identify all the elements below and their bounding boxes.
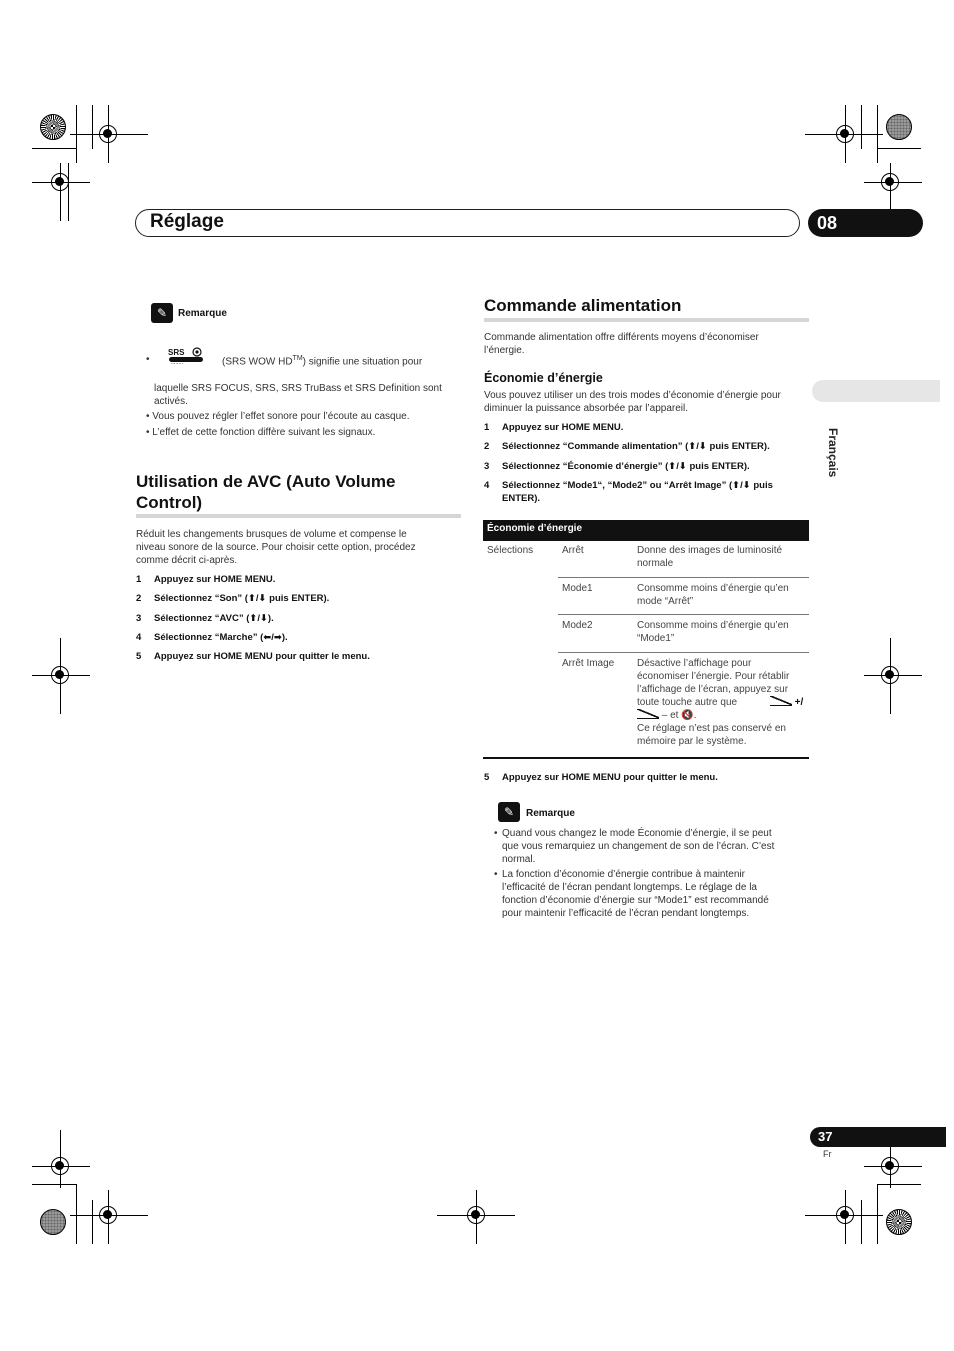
chapter-badge: 08 — [808, 209, 923, 237]
step-number: 5 — [136, 651, 142, 662]
trademark-sup: TM — [292, 355, 303, 362]
pencil-note-icon: ✎ — [151, 303, 173, 323]
eco-step-3 — [484, 460, 750, 473]
language-label: Français — [826, 428, 840, 478]
step-number: 3 — [136, 613, 142, 624]
svg-text:• • • • • • • •: • • • • • • • • — [171, 362, 183, 365]
row-desc-line: Donne des images de luminosité — [637, 545, 783, 556]
step-number: 5 — [484, 772, 490, 783]
note-bullet-2: • Vous pouvez régler l’effet sonore pour l’écoute au casque. — [146, 411, 410, 422]
eco-step-5 — [484, 771, 718, 784]
avc-step-4 — [136, 631, 288, 644]
row-desc-line: normale — [637, 558, 674, 569]
step-text: Appuyez sur HOME MENU. — [502, 422, 624, 433]
page-lang-code: Fr — [823, 1149, 832, 1159]
avc-heading-rule — [136, 514, 461, 518]
step-text: Appuyez sur HOME MENU. — [154, 574, 276, 585]
eco-step-4-cont — [484, 492, 540, 505]
energy-table — [483, 520, 809, 757]
step-text: Sélectionnez “Économie d’énergie” (⬆/⬇ puis ENTER). — [502, 461, 750, 472]
step-number: 3 — [484, 461, 490, 472]
note-bullet-3-text: L’effet de cette fonction diffère suivant les signaux. — [152, 427, 376, 438]
step-text: Sélectionnez “Son” (⬆/⬇ puis ENTER). — [154, 593, 330, 604]
step-text: ENTER). — [502, 493, 540, 504]
table-bottom-rule — [483, 757, 809, 759]
srs-wow-hd-logo-icon — [168, 347, 204, 365]
row-desc-line: “Mode1” — [637, 633, 675, 644]
step-text: Appuyez sur HOME MENU pour quitter le menu. — [502, 772, 718, 783]
srs-text-a: (SRS WOW HD — [222, 356, 293, 368]
row-desc-line: l’affichage de l’écran, appuyez sur — [637, 684, 789, 695]
note2-bullet-1: • Quand vous changez le mode Économie d’énergie, il se peut que vous remarquiez un changement de son de l’écran. C’est normal. — [494, 828, 775, 865]
pencil-note-icon: ✎ — [498, 802, 520, 822]
row-desc-line: Consomme moins d’énergie qu’en — [637, 583, 789, 594]
svg-text:SRS: SRS — [168, 348, 185, 357]
row-desc-line: mode “Arrêt” — [637, 596, 694, 607]
eco-heading: Économie d’énergie — [484, 371, 603, 385]
note-line: que vous remarquiez un changement de son de l’écran. C’est — [502, 841, 775, 852]
power-desc-1: Commande alimentation offre différents moyens d’économiser — [484, 332, 759, 343]
table-row — [483, 615, 809, 653]
note-line: La fonction d’économie d’énergie contribue à maintenir — [502, 869, 745, 880]
table-row — [483, 541, 809, 578]
note-line: l’efficacité de l’écran pendant longtemps. Le réglage de la — [502, 882, 757, 893]
row-desc-line: Désactive l’affichage pour — [637, 658, 752, 669]
row-name: Arrêt Image — [562, 658, 615, 669]
row-desc-line: toute touche autre que — [637, 697, 738, 708]
power-desc-2: l’énergie. — [484, 345, 525, 356]
avc-step-2 — [136, 592, 329, 605]
srs-text-b: ) signifie une situation pour — [302, 356, 423, 368]
avc-desc-2: niveau sonore de la source. Pour choisir cette option, procédez — [136, 542, 416, 553]
step-number: 1 — [136, 574, 142, 585]
page-title: Réglage — [150, 211, 224, 232]
avc-heading-line1: Utilisation de AVC (Auto Volume — [136, 472, 396, 491]
avc-desc-1: Réduit les changements brusques de volume et compense le — [136, 529, 407, 540]
header-bar — [135, 209, 800, 237]
row-name: Arrêt — [562, 545, 584, 556]
eco-desc-1: Vous pouvez utiliser un des trois modes d’économie d’énergie pour — [484, 390, 781, 401]
note-bullet-2-text: Vous pouvez régler l’effet sonore pour l’écoute au casque. — [152, 411, 410, 422]
step-number: 4 — [484, 480, 490, 491]
row-desc-line: – et — [661, 710, 679, 721]
step-text: Appuyez sur HOME MENU pour quitter le menu. — [154, 651, 370, 662]
note-line: fonction d’économie d’énergie sur “Mode1” est recommandé — [502, 895, 769, 906]
row-name: Mode1 — [562, 583, 593, 594]
srs-note-line2: laquelle SRS FOCUS, SRS, SRS TruBass et SRS Definition sont — [154, 383, 442, 394]
step-number: 2 — [484, 441, 490, 452]
note-line: Quand vous changez le mode Économie d’énergie, il se peut — [502, 828, 772, 839]
avc-step-3 — [136, 612, 274, 625]
note-line: normal. — [502, 854, 536, 865]
step-text: Sélectionnez “Commande alimentation” (⬆/⬇ puis ENTER). — [502, 441, 770, 452]
avc-desc-3: comme décrit ci-après. — [136, 555, 238, 566]
row-desc — [637, 582, 807, 608]
note-line: pour maintenir l’efficacité de l’écran pendant longtemps. — [502, 908, 750, 919]
mute-icon: 🔇 — [681, 710, 694, 721]
row-name: Mode2 — [562, 620, 593, 631]
period: . — [693, 710, 697, 721]
note-bullet-3: • L’effet de cette fonction diffère suivant les signaux. — [146, 427, 376, 438]
row-desc-line: mémoire par le système. — [637, 736, 747, 747]
eco-desc-2: diminuer la puissance absorbée par l’appareil. — [484, 403, 689, 414]
row-desc — [637, 657, 807, 748]
step-text: Sélectionnez “Mode1“, “Mode2” ou “Arrêt Image” (⬆/⬇ puis — [502, 480, 773, 491]
step-number: 4 — [136, 632, 142, 643]
row-desc-line: Ce réglage n’est pas conservé en — [637, 723, 786, 734]
srs-note-line1 — [222, 352, 422, 368]
language-tab — [812, 380, 940, 402]
table-row — [483, 653, 809, 757]
table-header: Économie d’énergie — [483, 520, 809, 541]
row-desc-line: économiser l’énergie. Pour rétablir — [637, 671, 790, 682]
step-number: 2 — [136, 593, 142, 604]
srs-note-line3: activés. — [154, 396, 188, 407]
table-col1: Sélections — [487, 545, 534, 556]
power-heading-rule — [484, 318, 809, 322]
page-number: 37 — [810, 1127, 946, 1147]
volume-icon — [770, 696, 792, 706]
note-label: Remarque — [178, 308, 227, 319]
volume-icon — [637, 709, 659, 719]
plus-slash: +/ — [794, 697, 804, 708]
avc-step-1 — [136, 573, 275, 586]
note-label: Remarque — [526, 808, 575, 819]
avc-step-5 — [136, 650, 370, 663]
note2-bullet-2: • La fonction d’économie d’énergie contribue à maintenir l’efficacité de l’écran pendant longtemps. Le réglage de la fonction d’économie d’énergie sur “Mode1” est recommandé pour maintenir l’efficacité de l’écran pendant longtemps. — [494, 869, 769, 919]
step-text: Sélectionnez “AVC” (⬆/⬇). — [154, 613, 274, 624]
row-desc — [637, 619, 807, 645]
row-desc — [637, 544, 807, 570]
avc-heading-line2: Control) — [136, 493, 203, 512]
step-text: Sélectionnez “Marche” (⬅/➡). — [154, 632, 288, 643]
eco-step-2 — [484, 440, 770, 453]
power-heading: Commande alimentation — [484, 296, 682, 315]
step-number: 1 — [484, 422, 490, 433]
eco-step-4 — [484, 479, 773, 492]
eco-step-1 — [484, 421, 623, 434]
bullet-dot: • — [146, 354, 150, 365]
row-desc-line: Consomme moins d’énergie qu’en — [637, 620, 789, 631]
table-row — [483, 578, 809, 615]
